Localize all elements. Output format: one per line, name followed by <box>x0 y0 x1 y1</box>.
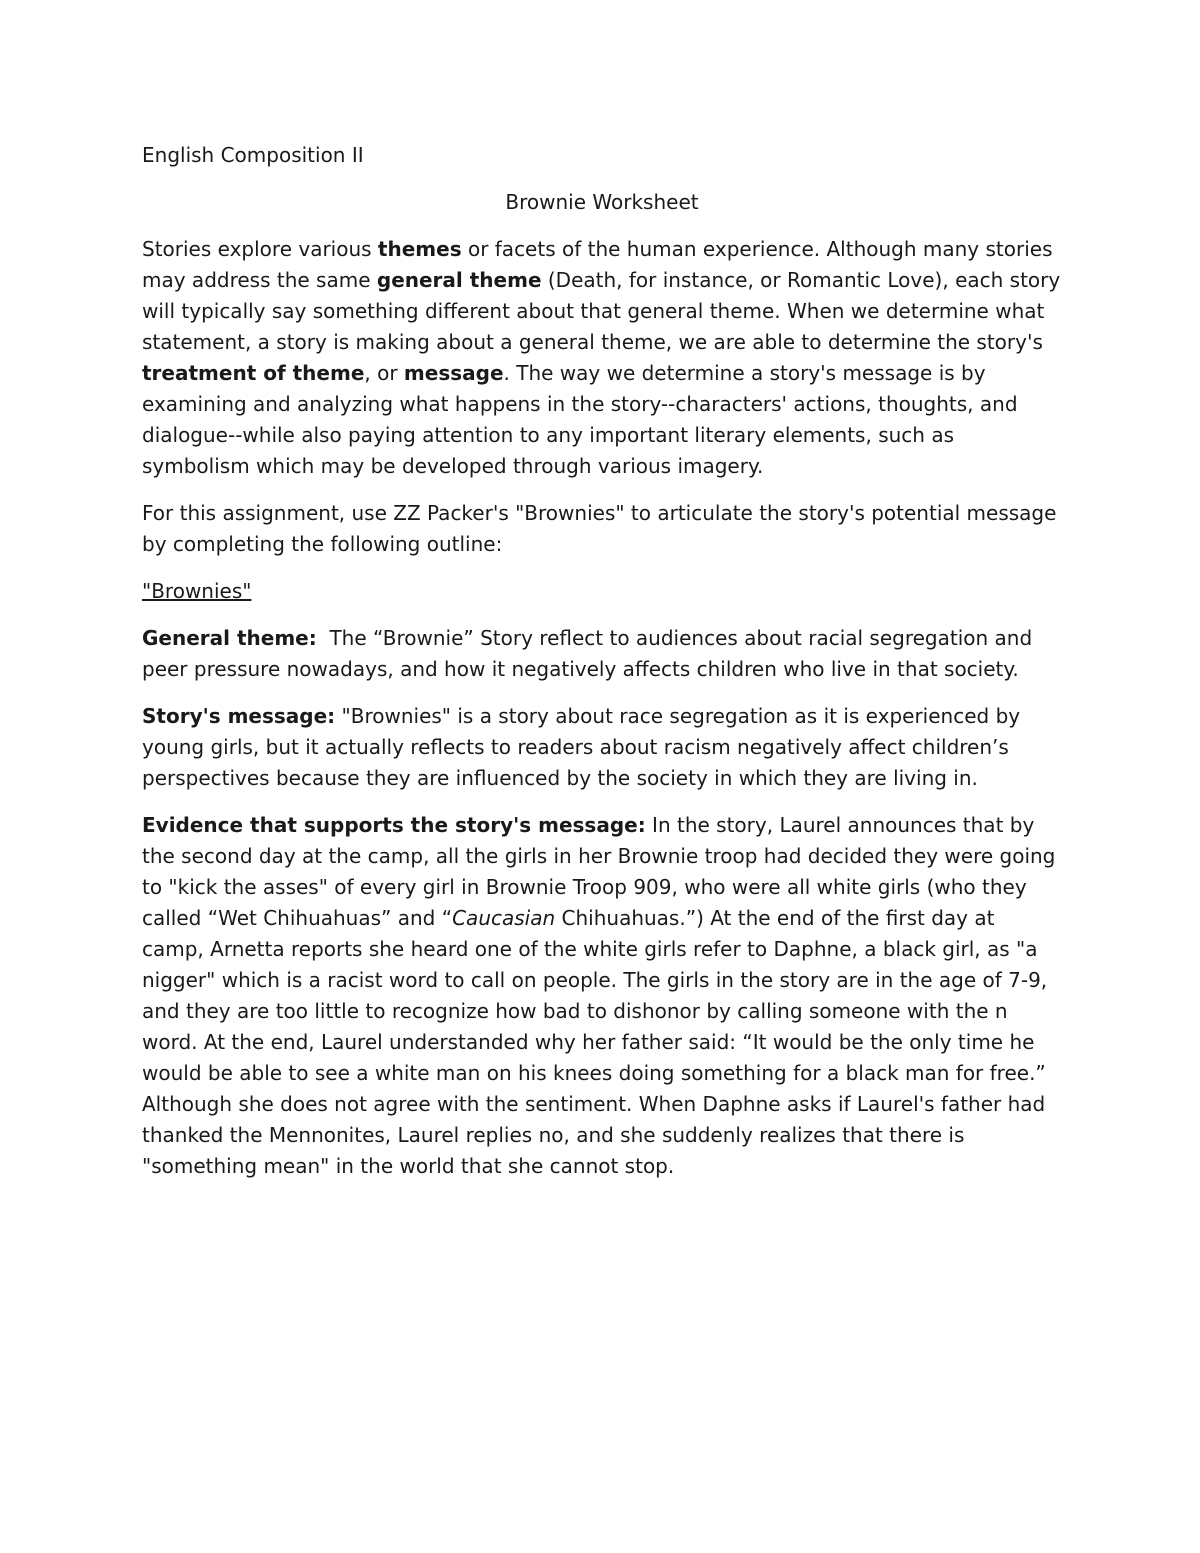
general-theme-label: General theme: <box>142 626 317 650</box>
document-title: Brownie Worksheet <box>505 190 699 214</box>
general-theme-paragraph <box>142 623 1062 685</box>
intro-text-4: , or <box>364 361 404 385</box>
evidence-label: Evidence that supports the story's message: <box>142 813 646 837</box>
general-theme-text: The “Brownie” Story reflect to audiences about racial segregation and peer pressure nowadays, and how it negatively affects children who live in that society. <box>142 626 1039 681</box>
intro-text-3: (Death, for instance, or Romantic Love), each story will typically say something different about that general theme. When we determine what statement, a story is making about a general theme, we are able to determine the story's <box>142 268 1061 354</box>
story-message-text: "Brownies" is a story about race segregation as it is experienced by young girls, but it actually reflects to readers about racism negatively affect children’s perspectives because they are influenced by the society in which they are living in. <box>142 704 1021 790</box>
intro-text-2: or facets of the human experience. Although many stories may address the same <box>142 237 1053 292</box>
assignment-paragraph: For this assignment, use ZZ Packer's "Brownies" to articulate the story's potential message by completing the following outline: <box>142 501 1057 556</box>
evidence-text-2: Chihuahuas.”) At the end of the first day at camp, Arnetta reports she heard one of the white girls refer to Daphne, a black girl, as "a nigger" which is a racist word to call on people. The girls in the story are in the age of 7-9, and they are too little to recognize how bad to dishonor by calling someone with the n word. At the end, Laurel understanded why her father said: “It would be the only time he would be able to see a white man on his knees doing something for a black man for free.” Although she does not agree with the sentiment. When Daphne asks if Laurel's father had thanked the Mennonites, Laurel replies no, and she suddenly realizes that there is "something mean" in the world that she cannot stop. <box>142 906 1048 1178</box>
story-message-label: Story's message: <box>142 704 336 728</box>
story-message-paragraph <box>142 701 1062 794</box>
story-title: "Brownies" <box>142 579 252 603</box>
evidence-italic-caucasian: Caucasian <box>452 906 556 930</box>
intro-text-1: Stories explore various <box>142 237 378 261</box>
intro-bold-general-theme: general theme <box>376 268 542 292</box>
course-name: English Composition II <box>142 143 364 167</box>
evidence-text-1: In the story, Laurel announces that by the second day at the camp, all the girls in her Brownie troop had decided they were going to "kick the asses" of every girl in Brownie Troop 909, who were all white girls (who they called “Wet Chihuahuas” and “ <box>142 813 1056 930</box>
evidence-paragraph <box>142 810 1062 1182</box>
intro-bold-themes: themes <box>377 237 462 261</box>
intro-bold-treatment: treatment of theme <box>142 361 365 385</box>
intro-paragraph <box>142 234 1062 482</box>
intro-bold-message: message <box>403 361 504 385</box>
intro-text-5: . The way we determine a story's message is by examining and analyzing what happens in the story--characters' actions, thoughts, and dialogue--while also paying attention to any important literary elements, such as symbolism which may be developed through various imagery. <box>142 361 1018 478</box>
document-page <box>142 140 1062 1198</box>
